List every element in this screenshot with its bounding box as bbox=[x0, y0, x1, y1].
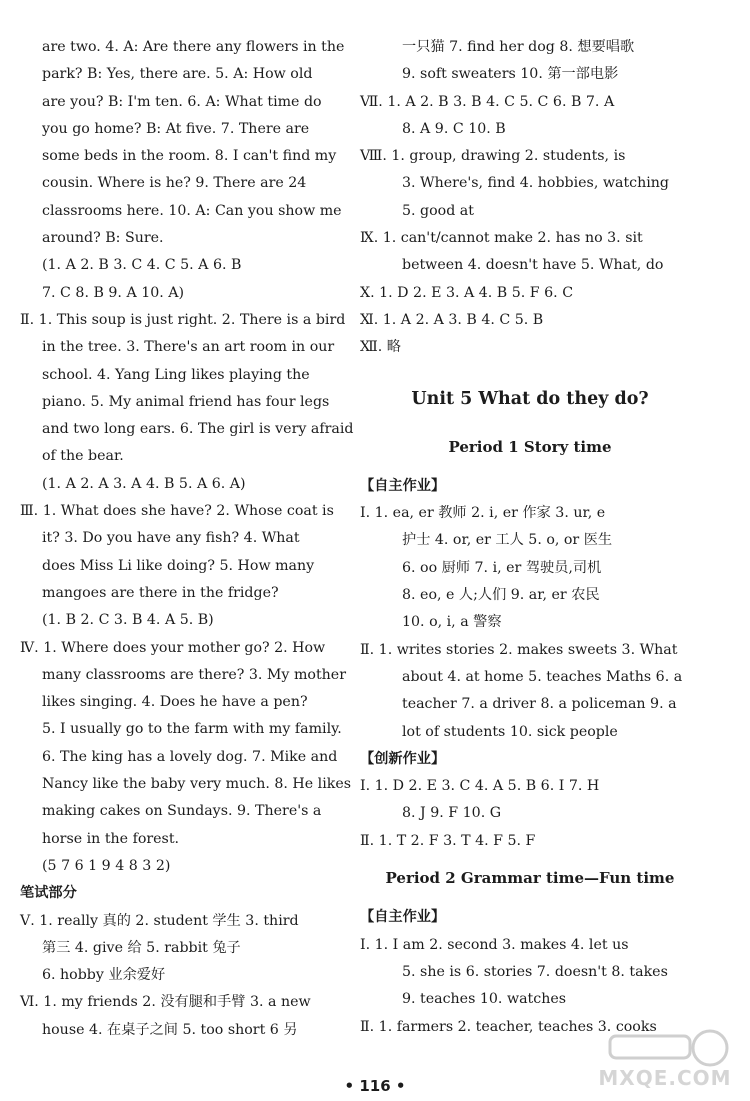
answer-key-line: (5 7 6 1 9 4 8 3 2) bbox=[42, 857, 171, 874]
answer-line: between 4. doesn't have 5. What, do bbox=[402, 257, 664, 274]
answer-line: Ⅰ. 1. ea, er 教师 2. i, er 作家 3. ur, e bbox=[360, 505, 606, 522]
watermark-text: MXQE.COM bbox=[598, 1066, 732, 1090]
section-ii-line: Ⅱ. 1. This soup is just right. 2. There is a bird bbox=[20, 311, 346, 328]
answer-line: 6. oo 厨师 7. i, er 驾驶员,司机 bbox=[402, 559, 602, 576]
answer-line: 8. A 9. C 10. B bbox=[402, 120, 506, 137]
answer-key-line: 7. C 8. B 9. A 10. A) bbox=[42, 284, 185, 301]
answer-line: and two long ears. 6. The girl is very afraid bbox=[42, 421, 354, 438]
answer-line: school. 4. Yang Ling likes playing the bbox=[42, 366, 310, 383]
answer-key-line: (1. A 2. A 3. A 4. B 5. A 6. A) bbox=[42, 475, 246, 492]
section-x-line: Ⅹ. 1. D 2. E 3. A 4. B 5. F 6. C bbox=[360, 284, 574, 301]
answer-line: 5. she is 6. stories 7. doesn't 8. takes bbox=[402, 963, 668, 980]
page-number: • 116 • bbox=[344, 1077, 406, 1095]
section-iii-line: Ⅲ. 1. What does she have? 2. Whose coat is bbox=[20, 503, 334, 520]
unit-title: Unit 5 What do they do? bbox=[411, 388, 649, 409]
answer-line: you go home? B: At five. 7. There are bbox=[42, 120, 310, 137]
answer-line: 8. eo, e 人;人们 9. ar, er 农民 bbox=[402, 587, 600, 604]
self-homework-label: 【自主作业】 bbox=[360, 477, 446, 494]
self-homework-label: 【自主作业】 bbox=[360, 909, 446, 926]
section-viii-line: Ⅷ. 1. group, drawing 2. students, is bbox=[360, 148, 626, 165]
answer-line: 6. The king has a lovely dog. 7. Mike and bbox=[42, 748, 338, 765]
section-xii-line: Ⅻ. 略 bbox=[360, 339, 401, 356]
answer-line: park? B: Yes, there are. 5. A: How old bbox=[42, 66, 313, 83]
answer-line: Ⅱ. 1. writes stories 2. makes sweets 3. What bbox=[360, 641, 678, 658]
answer-line: are you? B: I'm ten. 6. A: What time do bbox=[42, 93, 322, 110]
answer-line: horse in the forest. bbox=[42, 830, 180, 847]
answer-line: some beds in the room. 8. I can't find my bbox=[42, 148, 337, 165]
answer-line: 8. J 9. F 10. G bbox=[402, 805, 502, 822]
answer-line: 9. soft sweaters 10. 第一部电影 bbox=[402, 66, 619, 83]
answer-line: teacher 7. a driver 8. a policeman 9. a bbox=[402, 696, 677, 713]
answer-line: around? B: Sure. bbox=[42, 230, 164, 247]
answer-line: cousin. Where is he? 9. There are 24 bbox=[42, 175, 307, 192]
left-column bbox=[20, 34, 354, 1044]
section-ix-line: Ⅸ. 1. can't/cannot make 2. has no 3. sit bbox=[360, 230, 643, 247]
answer-line: classrooms here. 10. A: Can you show me bbox=[42, 202, 342, 219]
answer-key-line: (1. B 2. C 3. B 4. A 5. B) bbox=[42, 612, 214, 629]
answer-line: it? 3. Do you have any fish? 4. What bbox=[42, 530, 300, 547]
watermark-emblem-icon bbox=[590, 1028, 740, 1068]
answer-key-line: (1. A 2. B 3. C 4. C 5. A 6. B bbox=[42, 257, 242, 274]
answer-line: piano. 5. My animal friend has four legs bbox=[42, 393, 330, 410]
answer-line: mangoes are there in the fridge? bbox=[42, 584, 279, 601]
answer-line: house 4. 在桌子之间 5. too short 6 另 bbox=[42, 1021, 298, 1038]
period-2-title: Period 2 Grammar time—Fun time bbox=[385, 869, 675, 888]
answer-line: making cakes on Sundays. 9. There's a bbox=[42, 803, 322, 820]
section-v-line: Ⅴ. 1. really 真的 2. student 学生 3. third bbox=[20, 912, 299, 929]
answer-line: are two. 4. A: Are there any flowers in the bbox=[42, 39, 345, 55]
right-column bbox=[360, 34, 700, 1041]
answer-line: likes singing. 4. Does he have a pen? bbox=[42, 694, 308, 711]
period-1-title: Period 1 Story time bbox=[448, 437, 612, 456]
section-vi-line: Ⅵ. 1. my friends 2. 没有腿和手臂 3. a new bbox=[20, 994, 311, 1011]
answer-line: Ⅱ. 1. T 2. F 3. T 4. F 5. F bbox=[360, 832, 536, 849]
answer-line: does Miss Li like doing? 5. How many bbox=[42, 557, 315, 574]
answer-line: 5. good at bbox=[402, 202, 474, 219]
answer-line: many classrooms are there? 3. My mother bbox=[42, 666, 346, 683]
section-xi-line: Ⅺ. 1. A 2. A 3. B 4. C 5. B bbox=[360, 311, 544, 328]
answer-line: 5. I usually go to the farm with my family. bbox=[42, 721, 342, 738]
answer-line: of the bear. bbox=[42, 448, 124, 465]
answer-line: 9. teaches 10. watches bbox=[402, 991, 567, 1008]
answer-line: Ⅰ. 1. D 2. E 3. C 4. A 5. B 6. I 7. H bbox=[360, 778, 600, 795]
answer-line: about 4. at home 5. teaches Maths 6. a bbox=[402, 668, 683, 685]
answer-line: 3. Where's, find 4. hobbies, watching bbox=[402, 175, 669, 192]
answer-line: Ⅱ. 1. farmers 2. teacher, teaches 3. cooks bbox=[360, 1018, 657, 1035]
answer-line: in the tree. 3. There's an art room in our bbox=[42, 339, 335, 356]
answer-line: 护士 4. or, er 工人 5. o, or 医生 bbox=[402, 532, 613, 549]
creative-homework-label: 【创新作业】 bbox=[360, 750, 446, 767]
answer-line: 10. o, i, a 警察 bbox=[402, 614, 502, 631]
answer-line: 6. hobby 业余爱好 bbox=[42, 967, 166, 984]
answer-line: lot of students 10. sick people bbox=[402, 723, 618, 740]
answer-line: Ⅰ. 1. I am 2. second 3. makes 4. let us bbox=[360, 936, 629, 953]
section-vii-line: Ⅶ. 1. A 2. B 3. B 4. C 5. C 6. B 7. A bbox=[360, 93, 615, 110]
answer-line: 一只猫 7. find her dog 8. 想要唱歌 bbox=[402, 39, 635, 55]
answer-line: Nancy like the baby very much. 8. He likes bbox=[42, 776, 352, 793]
section-iv-line: Ⅳ. 1. Where does your mother go? 2. How bbox=[20, 639, 326, 656]
section-heading-written: 笔试部分 bbox=[20, 885, 77, 902]
answer-line: 第三 4. give 给 5. rabbit 兔子 bbox=[42, 939, 241, 956]
